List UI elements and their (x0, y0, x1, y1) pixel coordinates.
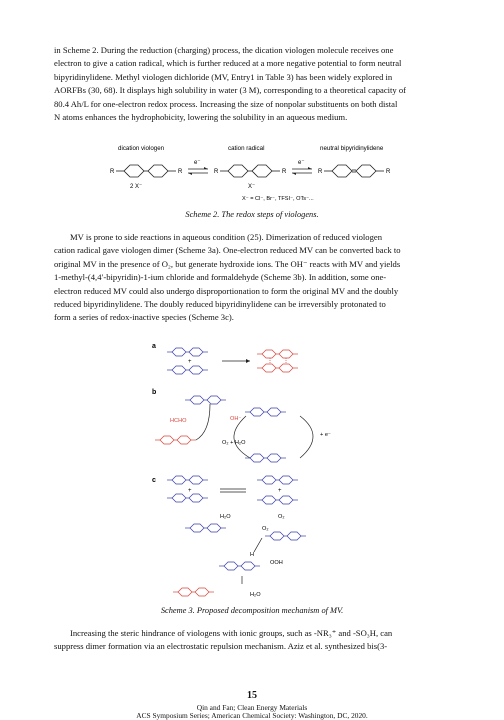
page-number: 15 (247, 690, 257, 701)
r-group: R (214, 169, 219, 175)
dimer-red (257, 350, 298, 358)
para2-line: form a series of redox-inactive species (Scheme 3c). (54, 312, 234, 323)
r-group: R (178, 169, 183, 175)
dimer-red (257, 364, 298, 372)
para1-line: N atoms enhances the hydrophobicity, lowering the solubility in an aqueous medium. (54, 112, 348, 123)
oh-label: OH⁻ (230, 416, 242, 422)
neutral-molecule (324, 165, 384, 177)
r-group: R (386, 169, 391, 175)
viologen-blue (167, 476, 208, 484)
para1-line: AORFBs (30, 68). It displays high solubility in water (3 M), corresponding to a theoretical capacity of (54, 85, 407, 96)
plus-sign: + (278, 488, 282, 494)
para1-line: in Scheme 2. During the reduction (charging) process, the dication viologen molecule receives one (54, 45, 394, 55)
anion-list: X⁻ = Cl⁻, Br⁻, TFSI⁻, OTs⁻... (242, 196, 314, 202)
electron-label: e⁻ (298, 160, 305, 166)
viologen-blue (219, 562, 260, 570)
para1-line: electron to give a cation radical, which is further reduced at a more negative potential to form neutral (54, 58, 402, 69)
electron-label: e⁻ (194, 160, 201, 166)
o2-label-b: O₂ (262, 526, 269, 532)
panel-b-label: b (152, 389, 157, 396)
hcho-label: HCHO (170, 418, 187, 424)
cycle-arrow (196, 404, 210, 440)
scheme-2-caption: Scheme 2. The redox steps of viologens. (185, 210, 319, 219)
para2-line: MV is prone to side reactions in aqueous condition (25). Dimerization of reduced viologen (70, 232, 383, 242)
plus-sign: + (188, 359, 192, 365)
viologen-blue (257, 496, 298, 504)
scheme-3-figure (150, 340, 364, 602)
viologen-blue (265, 532, 306, 540)
scheme-2-figure (110, 142, 410, 208)
label-neutral: neutral bipyridinylidene (320, 145, 384, 152)
panel-a-label: a (152, 343, 156, 350)
r-group: R (110, 169, 115, 175)
o2-label-a: O₂ (278, 514, 285, 520)
para2-line: original MV in the presence of O₂, but generate hydroxide ions. The OH⁻ reacts with MV and yields (54, 258, 401, 269)
r-group: R (282, 169, 287, 175)
h2o-bottom-label: H₂O (250, 592, 261, 598)
footer-line-2: ACS Symposium Series; American Chemical Society: Washington, DC, 2020. (136, 711, 368, 720)
paragraph-2 (54, 231, 450, 325)
para2-line: electron reduced MV could also undergo disproportionation to form the original MV and the doubly (54, 285, 399, 296)
para1-line: bipyridinylidene. Methyl viologen dichloride (MV, Entry1 in Table 3) has been widely explored in (54, 71, 393, 82)
o2-h2o-label: O₂ + H₂O (222, 440, 246, 446)
viologen-blue (167, 366, 208, 374)
para1-line: 80.4 Ah/L for one-electron redox process. Increasing the size of nonpolar substituents on both distal (54, 98, 398, 109)
product-red (155, 436, 196, 444)
product-red (173, 588, 214, 596)
panel-c-label: c (152, 477, 156, 484)
viologen-blue (257, 476, 298, 484)
ooh-label: OOH (270, 560, 283, 566)
h-label: H (250, 552, 255, 558)
para3-line: Increasing the steric hindrance of viologens with ionic groups, such as -NR₃⁺ and -SO₃H, can (70, 628, 393, 638)
r-group: R (318, 169, 323, 175)
footer-line-1: Qin and Fan; Clean Energy Materials (196, 703, 308, 712)
para2-line: 1-methyl-(4,4′-bipyridin)-1-ium chloride and formaldehyde (Scheme 3b). In addition, some one- (54, 272, 387, 283)
viologen-blue (185, 396, 226, 404)
para2-line: cation radical gave viologen dimer (Scheme 3a). One-electron reduced MV can be converted back to (54, 245, 401, 256)
para2-line: reduced bipyridinylidene. The doubly reduced bipyridinylidene can be irreversibly protonated to (54, 299, 386, 310)
h2o-top-label: H₂O (220, 514, 231, 520)
viologen-blue (245, 408, 286, 416)
paragraph-3 (54, 627, 450, 654)
cation-radical-molecule (220, 165, 280, 177)
viologen-blue (185, 524, 226, 532)
plus-e-label: + e⁻ (320, 432, 331, 438)
label-dication: dication viologen (118, 145, 165, 152)
scheme-3-caption: Scheme 3. Proposed decomposition mechanism of MV. (160, 606, 344, 615)
paragraph-1 (54, 44, 450, 124)
para3-line: suppress dimer formation via an electrostatic repulsion mechanism. Aziz et al. synthesized bis(3- (54, 641, 388, 652)
arrow (254, 538, 262, 552)
cycle-arrow (234, 416, 250, 458)
cycle-arrow (300, 416, 313, 458)
viologen-blue (245, 454, 286, 462)
counter-anion: 2 X⁻ (130, 184, 143, 190)
viologen-blue (167, 494, 208, 502)
viologen-blue (167, 348, 208, 356)
counter-anion: X⁻ (248, 184, 256, 190)
dication-molecule (116, 165, 176, 177)
plus-sign: + (188, 488, 192, 494)
label-cation-radical: cation radical (228, 145, 265, 152)
